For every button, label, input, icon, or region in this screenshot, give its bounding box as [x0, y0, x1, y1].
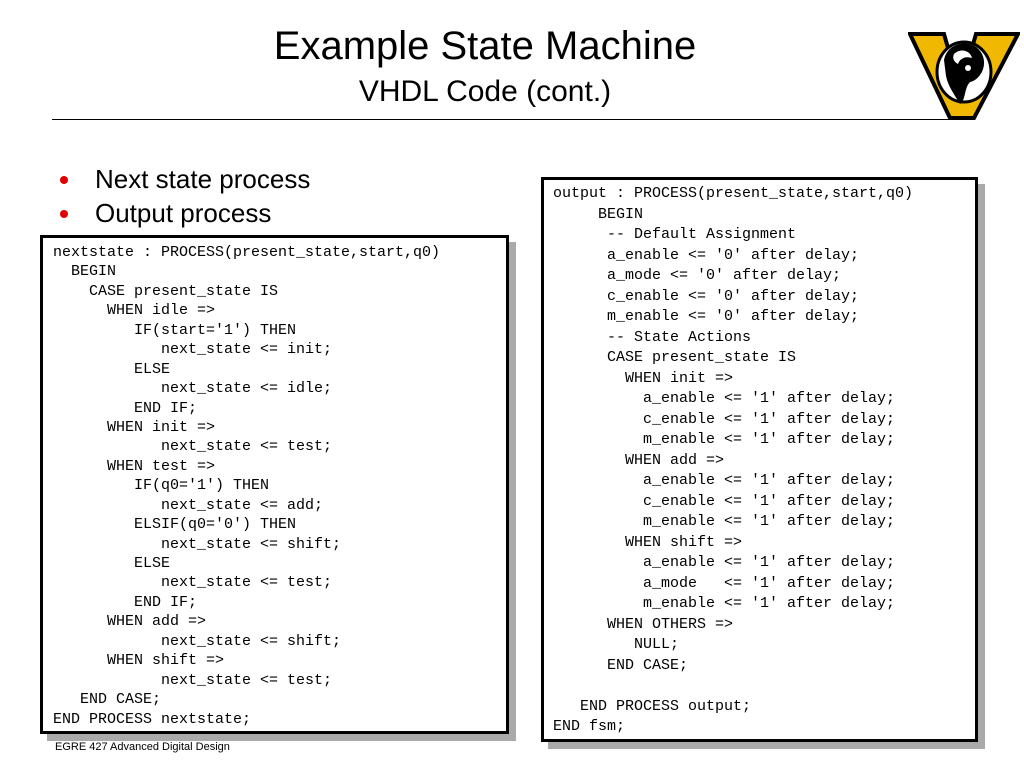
- slide-subtitle: VHDL Code (cont.): [358, 75, 612, 108]
- code-line: END CASE;: [553, 656, 689, 674]
- slide-title: Example State Machine: [273, 24, 697, 68]
- code-line: ELSIF(q0='0') THEN: [53, 516, 297, 534]
- code-line: c_enable <= '1' after delay;: [553, 492, 896, 510]
- code-line: ELSE: [53, 360, 171, 378]
- code-line: WHEN shift =>: [53, 652, 225, 670]
- bullet-list: [58, 162, 310, 230]
- bullet-dot-icon: [60, 176, 68, 184]
- code-line: m_enable <= '1' after delay;: [553, 431, 896, 448]
- code-line: END CASE;: [53, 691, 162, 709]
- code-line: WHEN add =>: [553, 451, 725, 469]
- code-line: next_state <= test;: [53, 671, 333, 689]
- code-line: END IF;: [53, 593, 198, 611]
- output-code-box: [541, 177, 978, 742]
- code-line: a_mode <= '1' after delay;: [553, 574, 896, 592]
- code-line: next_state <= test;: [53, 438, 333, 456]
- code-line: END IF;: [53, 399, 198, 417]
- code-line: a_enable <= '1' after delay;: [553, 390, 896, 407]
- code-line: END PROCESS output;: [553, 697, 752, 715]
- code-line: c_enable <= '0' after delay;: [553, 287, 860, 305]
- code-line: -- State Actions: [553, 328, 752, 346]
- code-line: IF(q0='1') THEN: [53, 477, 270, 495]
- code-line: END fsm;: [553, 718, 626, 735]
- code-line: WHEN shift =>: [553, 533, 743, 551]
- code-line: a_enable <= '0' after delay;: [553, 246, 860, 264]
- code-line: next_state <= shift;: [53, 535, 342, 553]
- code-line: m_enable <= '1' after delay;: [553, 595, 896, 612]
- code-line: next_state <= shift;: [53, 632, 342, 650]
- bullet-item: Output process: [58, 196, 310, 230]
- title-divider: [52, 119, 973, 120]
- code-line: CASE present_state IS: [553, 349, 797, 366]
- code-line: next_state <= init;: [53, 341, 333, 359]
- code-line: m_enable <= '0' after delay;: [553, 308, 860, 325]
- code-line: [553, 676, 975, 697]
- code-line: NULL;: [553, 636, 680, 653]
- code-line: nextstate : PROCESS(present_state,start,q0): [53, 244, 441, 261]
- code-line: END PROCESS nextstate;: [53, 710, 252, 728]
- vcu-ram-logo-icon: [908, 30, 1020, 120]
- code-line: BEGIN: [553, 205, 644, 223]
- code-line: WHEN idle =>: [53, 302, 216, 320]
- code-line: next_state <= add;: [53, 496, 324, 514]
- code-line: c_enable <= '1' after delay;: [553, 410, 896, 428]
- code-line: WHEN OTHERS =>: [553, 615, 734, 633]
- code-line: a_mode <= '0' after delay;: [553, 267, 842, 284]
- code-line: a_enable <= '1' after delay;: [553, 554, 896, 571]
- code-line: WHEN add =>: [53, 613, 207, 631]
- code-line: WHEN init =>: [553, 369, 734, 387]
- code-line: next_state <= idle;: [53, 380, 333, 398]
- code-line: next_state <= test;: [53, 574, 333, 592]
- code-line: WHEN test =>: [53, 457, 216, 475]
- bullet-dot-icon: [60, 210, 68, 218]
- footer-course-name: EGRE 427 Advanced Digital Design: [55, 741, 230, 753]
- bullet-item: Next state process: [58, 162, 310, 196]
- code-line: output : PROCESS(present_state,start,q0): [553, 185, 914, 202]
- code-line: -- Default Assignment: [553, 226, 797, 243]
- nextstate-code-box: [40, 235, 509, 734]
- code-line: CASE present_state IS: [53, 282, 279, 300]
- code-line: IF(start='1') THEN: [53, 321, 297, 339]
- code-line: WHEN init =>: [53, 418, 216, 436]
- code-line: ELSE: [53, 555, 171, 572]
- code-line: m_enable <= '1' after delay;: [553, 513, 896, 530]
- code-line: BEGIN: [53, 263, 117, 281]
- code-line: a_enable <= '1' after delay;: [553, 472, 896, 489]
